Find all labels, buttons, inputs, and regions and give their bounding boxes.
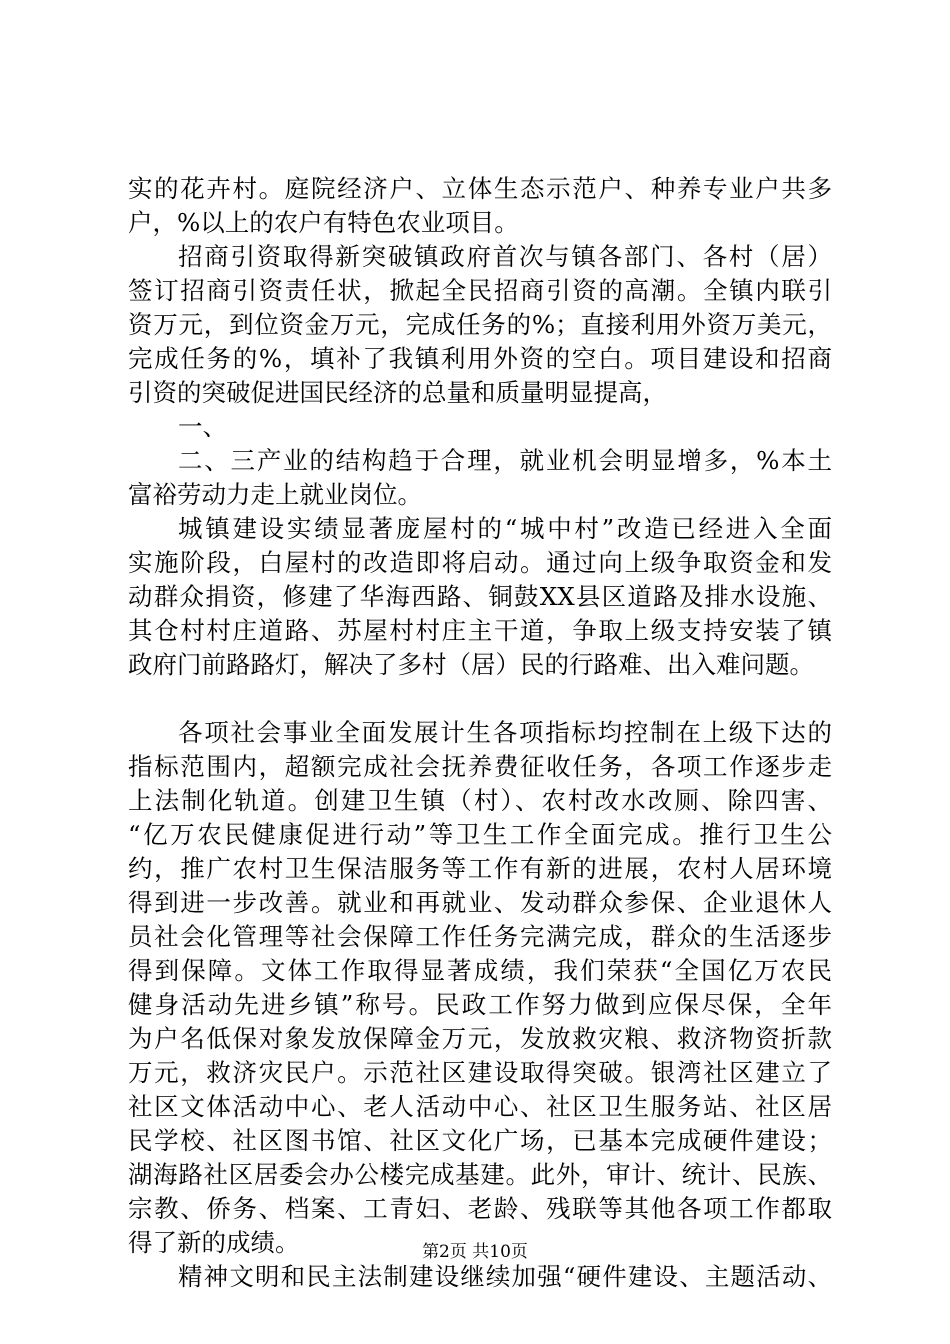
paragraph-gap [128, 682, 832, 716]
text-line: 民学校、社区图书馆、社区文化广场，已基本完成硬件建设； [128, 1126, 832, 1155]
text-line: “亿万农民健康促进行动”等卫生工作全面完成。推行卫生公 [128, 820, 832, 849]
text-line: 得到保障。文体工作取得显著成绩，我们荣获“全国亿万农民 [128, 956, 832, 985]
text-line: 为户名低保对象发放保障金万元，发放救灾粮、救济物资折款 [128, 1024, 832, 1053]
text-line: 健身活动先进乡镇”称号。民政工作努力做到应保尽保，全年 [128, 990, 832, 1019]
text-line: 宗教、侨务、档案、工青妇、老龄、残联等其他各项工作都取 [128, 1194, 832, 1223]
text-line: 上法制化轨道。创建卫生镇（村）、农村改水改厕、除四害、 [128, 786, 832, 815]
text-line: 动群众捐资，修建了华海西路、铜鼓XX县区道路及排水设施、 [128, 582, 832, 611]
paragraph-start-line: 城镇建设实绩显著庞屋村的“城中村”改造已经进入全面 [178, 514, 832, 543]
text-line: 富裕劳动力走上就业岗位。 [128, 480, 422, 509]
text-line: 实施阶段，白屋村的改造即将启动。通过向上级争取资金和发 [128, 548, 832, 577]
paragraph-start-line: 一、 [178, 412, 227, 441]
text-line: 完成任务的%，填补了我镇利用外资的空白。项目建设和招商 [128, 344, 832, 373]
text-line: 湖海路社区居委会办公楼完成基建。此外，审计、统计、民族、 [128, 1160, 832, 1189]
text-line: 实的花卉村。庭院经济户、立体生态示范户、种养专业户共多 [128, 174, 832, 203]
paragraph-start-line: 招商引资取得新突破镇政府首次与镇各部门、各村（居） [178, 242, 832, 271]
text-line: 社区文体活动中心、老人活动中心、社区卫生服务站、社区居 [128, 1092, 832, 1121]
document-body [128, 172, 832, 1294]
text-line: 其仓村村庄道路、苏屋村村庄主干道，争取上级支持安装了镇 [128, 616, 832, 645]
text-line: 指标范围内，超额完成社会抚养费征收任务，各项工作逐步走 [128, 752, 832, 781]
text-line: 政府门前路路灯，解决了多村（居）民的行路难、出入难问题。 [128, 650, 814, 679]
text-line: 户，%以上的农户有特色农业项目。 [128, 208, 519, 237]
text-line: 员社会化管理等社会保障工作任务完满完成，群众的生活逐步 [128, 922, 832, 951]
text-line: 万元，救济灾民户。示范社区建设取得突破。银湾社区建立了 [128, 1058, 832, 1087]
text-line: 签订招商引资责任状，掀起全民招商引资的高潮。全镇内联引 [128, 276, 832, 305]
text-line: 得了新的成绩。 [128, 1228, 300, 1257]
paragraph-start-line: 二、三产业的结构趋于合理，就业机会明显增多，%本土 [178, 446, 832, 475]
text-line: 资万元，到位资金万元，完成任务的%；直接利用外资万美元， [128, 310, 832, 339]
page-footer: 第2页 共10页 [422, 1242, 528, 1262]
text-line: 得到进一步改善。就业和再就业、发动群众参保、企业退休人 [128, 888, 832, 917]
text-line: 引资的突破促进国民经济的总量和质量明显提高， [128, 378, 667, 407]
text-line: 约，推广农村卫生保洁服务等工作有新的进展，农村人居环境 [128, 854, 832, 883]
paragraph-start-line: 精神文明和民主法制建设继续加强“硬件建设、主题活动、 [178, 1262, 832, 1291]
paragraph-start-line: 各项社会事业全面发展计生各项指标均控制在上级下达的 [178, 718, 832, 747]
